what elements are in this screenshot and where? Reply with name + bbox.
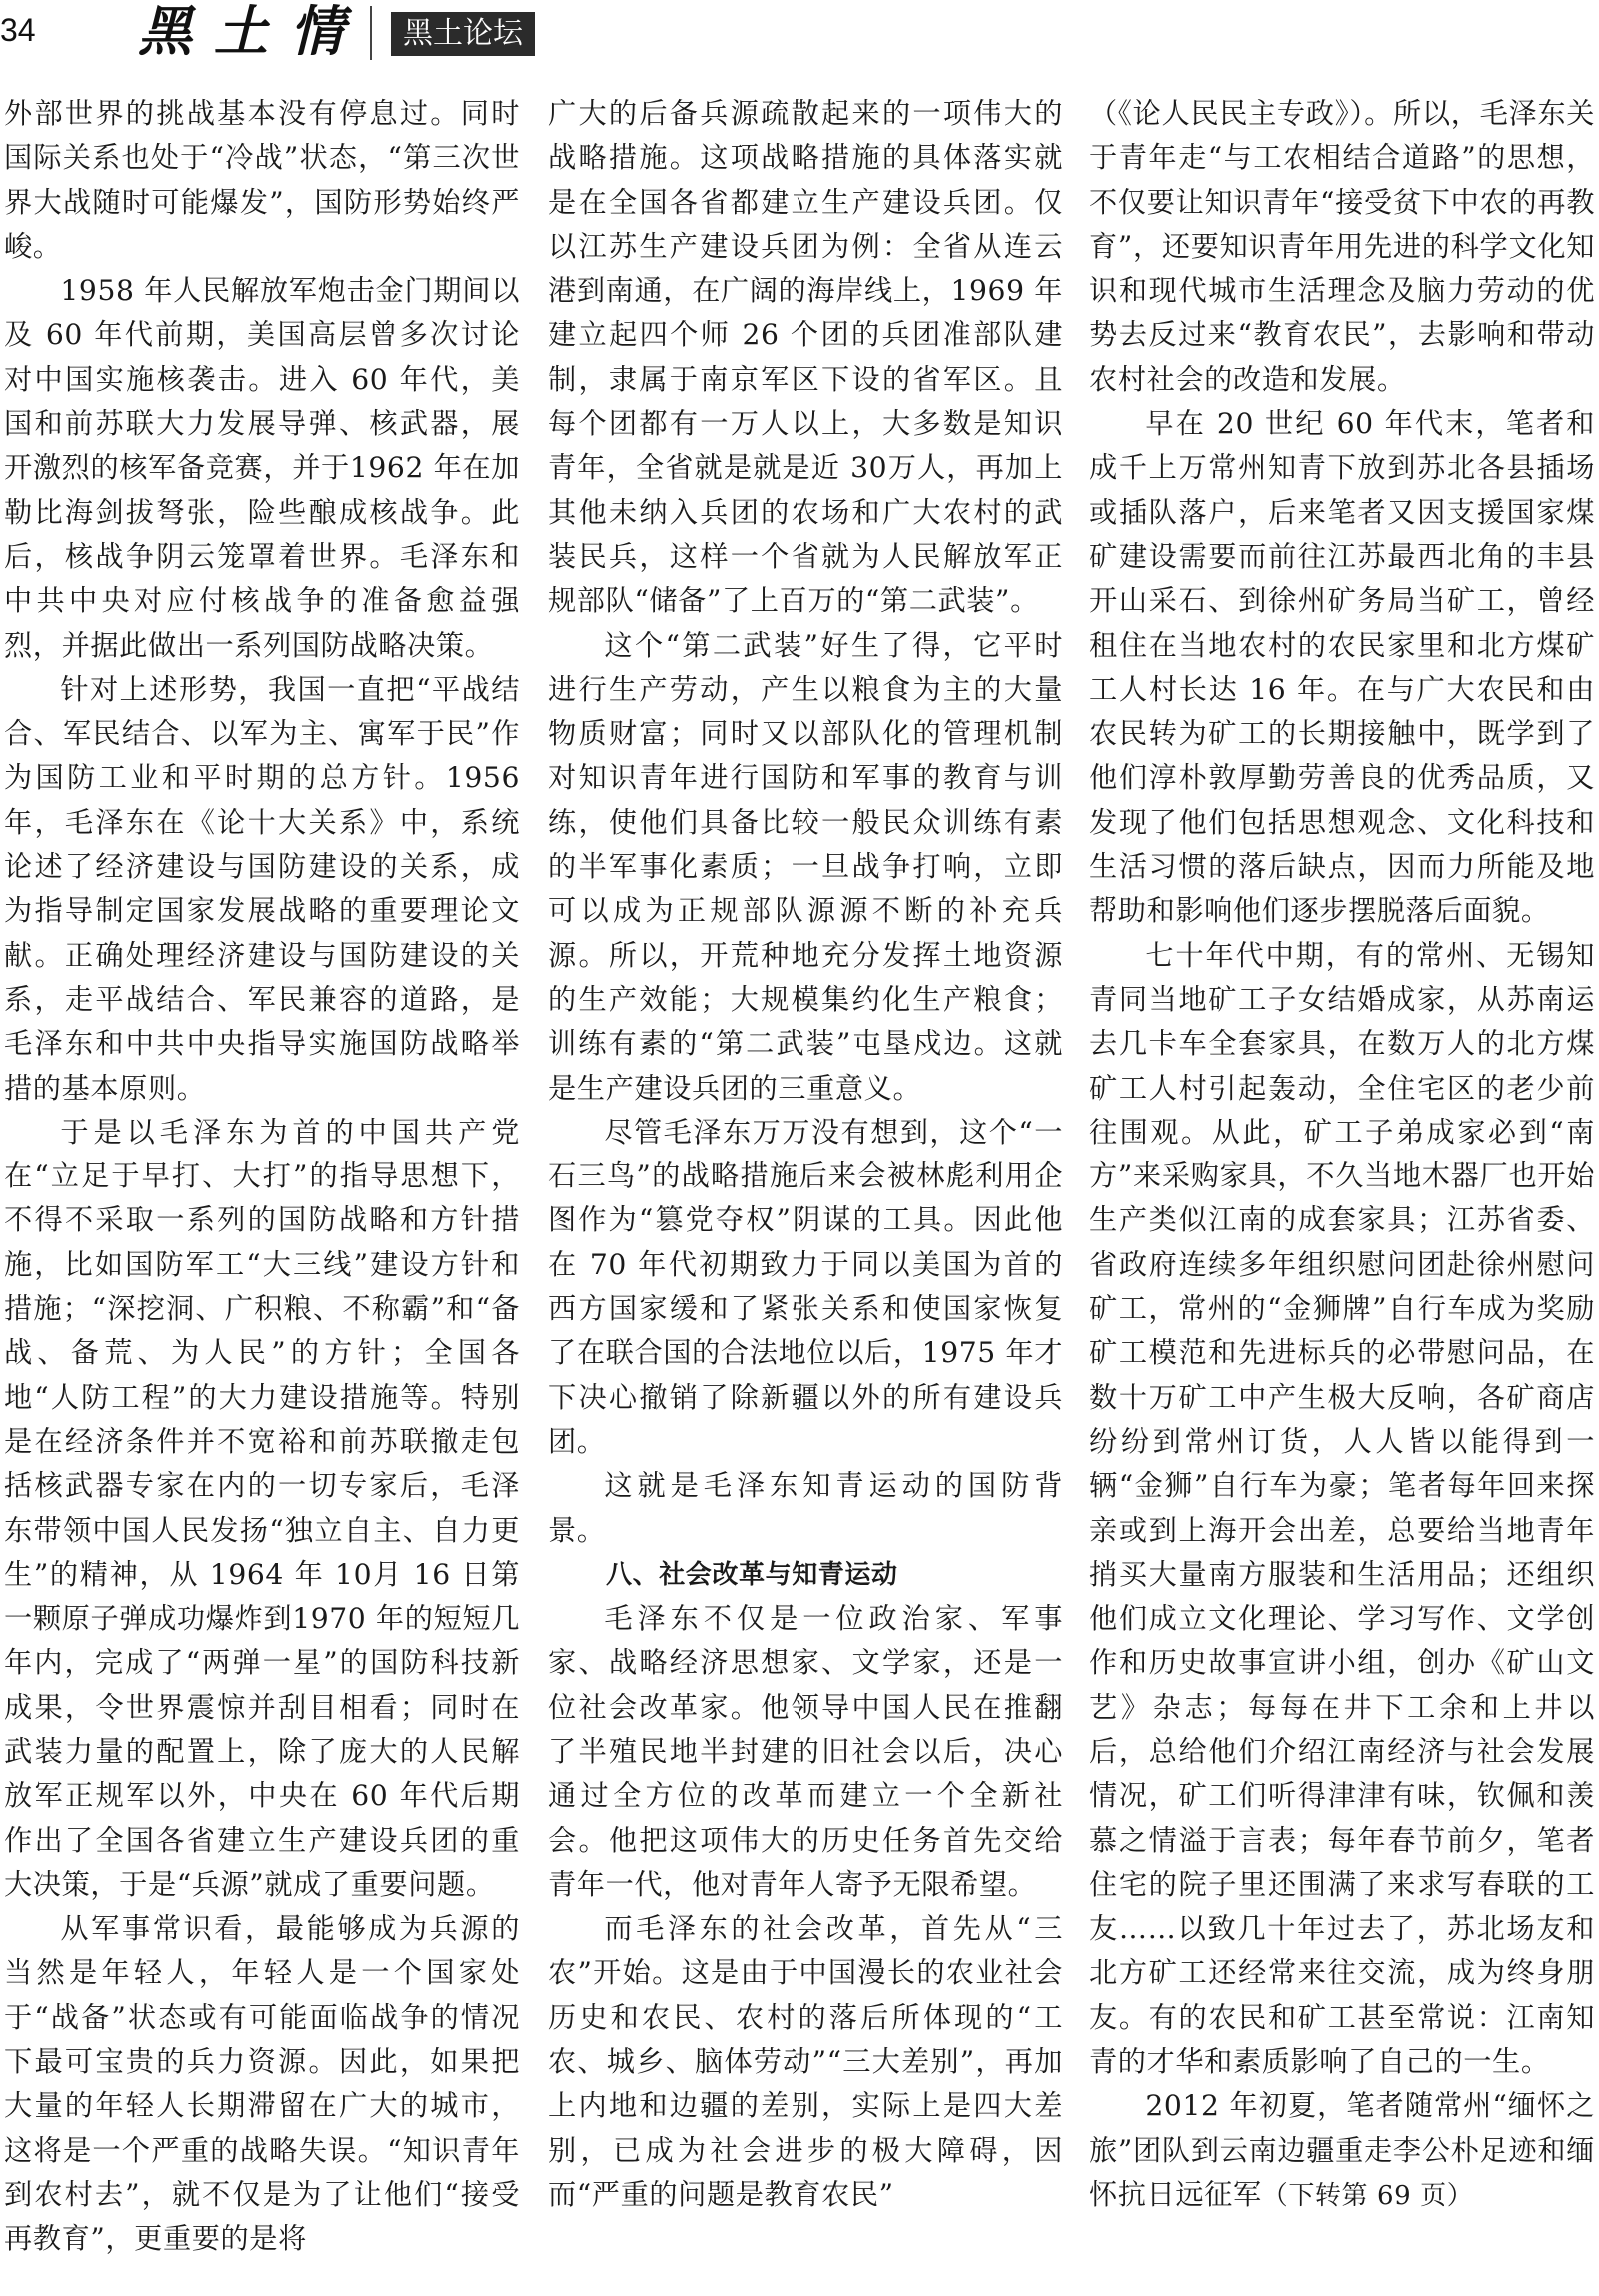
- paragraph-text: 2012 年初夏，笔者随常州“缅怀之旅”团队到云南边疆重走李公朴足迹和缅怀抗日远征军: [1089, 2089, 1595, 2211]
- text-column-1: [4, 92, 520, 2296]
- paragraph-text: （《论人民民主专政》）。所以，毛泽东关于青年走“与工农相结合道路”的思想，不仅要让知识青年“接受贫下中农的再教育”，还要知识青年用先进的科学文化知识和现代城市生活理念及脑力劳动的优势去反过来“教育农民”，去影响和带动农村社会的改造和发展。: [1089, 97, 1595, 396]
- magazine-logo: 黑土情: [138, 0, 366, 63]
- article-body: [0, 92, 1599, 2296]
- paragraph: [548, 1111, 1063, 1464]
- header-divider: [370, 6, 372, 60]
- page-header: [0, 0, 1599, 72]
- paragraph: [1089, 92, 1595, 402]
- paragraph: [4, 668, 520, 1111]
- section-tag: 黑土论坛: [391, 12, 535, 56]
- paragraph-text: 七十年代中期，有的常州、无锡知青同当地矿工子女结婚成家，从苏南运去几卡车全套家具，在数万人的北方煤矿工人村引起轰动，全住宅区的老少前往围观。从此，矿工子弟成家必到“南方”来采购家具，不久当地木器厂也开始生产类似江南的成套家具；江苏省委、省政府连续多年组织慰问团赴徐州慰问矿工，常州的“金狮牌”自行车成为奖励矿工模范和先进标兵的必带慰问品，在数十万矿工中产生极大反响，各矿商店纷纷到常州订货，人人皆以能得到一辆“金狮”自行车为豪；笔者每年回来探亲或到上海开会出差，总要给当地青年捎买大量南方服装和生活用品；还组织他们成立文化理论、学习写作、文学创作和历史故事宣讲小组，创办《矿山文艺》杂志；每每在井下工余和上井以后，总给他们介绍江南经济与社会发展情况，矿工们听得津津有味，钦佩和羡慕之情溢于言表；每年春节前夕，笔者住宅的院子里还围满了来求写春联的工友……以致几十年过去了，苏北场友和北方矿工还经常来往交流，成为终身朋友。有的农民和矿工甚至常说：江南知青的才华和素质影响了自己的一生。: [1089, 938, 1595, 2079]
- section-heading: 八、社会改革与知青运动: [606, 1559, 898, 1590]
- paragraph-text: 这个“第二武装”好生了得，它平时进行生产劳动，产生以粮食为主的大量物质财富；同时又以部队化的管理机制对知识青年进行国防和军事的教育与训练，使他们具备比较一般民众训练有素的半军事化素质；一旦战争打响，立即可以成为正规部队源源不断的补充兵源。所以，开荒种地充分发挥土地资源的生产效能；大规模集约化生产粮食；训练有素的“第二武装”屯垦戍边。这就是生产建设兵团的三重意义。: [548, 628, 1063, 1105]
- paragraph-text: 1958 年人民解放军炮击金门期间以及 60 年代前期，美国高层曾多次讨论对中国实施核袭击。进入 60 年代，美国和前苏联大力发展导弹、核武器，展开激烈的核军备竞赛，并于1962 年在加勒比海剑拔弩张，险些酿成核战争。此后，核战争阴云笼罩着世界。毛泽东和中共中央对应付核战争的准备愈益强烈，并据此做出一系列国防战略决策。: [4, 274, 520, 662]
- page-number: 34: [0, 12, 36, 48]
- paragraph: [4, 1907, 520, 2261]
- text-column-3: [1089, 92, 1595, 2296]
- paragraph-text: 广大的后备兵源疏散起来的一项伟大的战略措施。这项战略措施的具体落实就是在全国各省都建立生产建设兵团。仅以江苏生产建设兵团为例：全省从连云港到南通，在广阔的海岸线上，1969 年建立起四个师 26 个团的兵团准部队建制，隶属于南京军区下设的省军区。且每个团都有一万人以上，大多数是知识青年，全省就是就是近 30万人，再加上其他未纳入兵团的农场和广大农村的武装民兵，这样一个省就为人民解放军正规部队“储备”了上百万的“第二武装”。: [548, 97, 1063, 618]
- paragraph-text: 外部世界的挑战基本没有停息过。同时国际关系也处于“冷战”状态，“第三次世界大战随时可能爆发”，国防形势始终严峻。: [4, 97, 520, 263]
- paragraph: [548, 1907, 1063, 2217]
- paragraph: [1089, 2084, 1595, 2218]
- paragraph-text: 从军事常识看，最能够成为兵源的当然是年轻人，年轻人是一个国家处于“战备”状态或有可能面临战争的情况下最可宝贵的兵力资源。因此，如果把大量的年轻人长期滞留在广大的城市，这将是一个严重的战略失误。“知识青年到农村去”，就不仅是为了让他们“接受再教育”，更重要的是将: [4, 1912, 520, 2256]
- paragraph-text: 而毛泽东的社会改革，首先从“三农”开始。这是由于中国漫长的农业社会历史和农民、农村的落后所体现的“工农、城乡、脑体劳动”“三大差别”，再加上内地和边疆的差别，实际上是四大差别，已成为社会进步的极大障碍，因而“严重的问题是教育农民”: [548, 1912, 1063, 2211]
- paragraph: [1089, 402, 1595, 934]
- paragraph-text: 针对上述形势，我国一直把“平战结合、军民结合、以军为主、寓军于民”作为国防工业和平时期的总方针。1956 年，毛泽东在《论十大关系》中，系统论述了经济建设与国防建设的关系，成为指导制定国家发展战略的重要理论文献。正确处理经济建设与国防建设的关系，走平战结合、军民兼容的道路，是毛泽东和中共中央指导实施国防战略举措的基本原则。: [4, 672, 520, 1105]
- paragraph: [548, 1464, 1063, 1553]
- text-column-2: [548, 92, 1063, 2296]
- paragraph-text: 这就是毛泽东知青运动的国防背景。: [548, 1469, 1063, 1547]
- paragraph: [4, 92, 520, 269]
- paragraph: [4, 1111, 520, 1907]
- continued-on-note: （下转第 69 页）: [1261, 2180, 1474, 2211]
- paragraph: [548, 92, 1063, 624]
- paragraph-text: 毛泽东不仅是一位政治家、军事家、战略经济思想家、文学家，还是一位社会改革家。他领导中国人民在推翻了半殖民地半封建的旧社会以后，决心通过全方位的改革而建立一个全新社会。他把这项伟大的历史任务首先交给青年一代，他对青年人寄予无限希望。: [548, 1602, 1063, 1901]
- paragraph-text: 尽管毛泽东万万没有想到，这个“一石三鸟”的战略措施后来会被林彪利用企图作为“篡党夺权”阴谋的工具。因此他在 70 年代初期致力于同以美国为首的西方国家缓和了紧张关系和使国家恢复了在联合国的合法地位以后，1975 年才下决心撤销了除新疆以外的所有建设兵团。: [548, 1115, 1063, 1458]
- paragraph: [4, 269, 520, 668]
- paragraph-text: 早在 20 世纪 60 年代末，笔者和成千上万常州知青下放到苏北各县插场或插队落户，后来笔者又因支援国家煤矿建设需要而前往江苏最西北角的丰县开山采石、到徐州矿务局当矿工，曾经租住在当地农村的农民家里和北方煤矿工人村长达 16 年。在与广大农民和由农民转为矿工的长期接触中，既学到了他们淳朴敦厚勤劳善良的优秀品质，又发现了他们包括思想观念、文化科技和生活习惯的落后缺点，因而力所能及地帮助和影响他们逐步摆脱落后面貌。: [1089, 407, 1595, 928]
- paragraph: [548, 624, 1063, 1111]
- paragraph-text: 于是以毛泽东为首的中国共产党在“立足于早打、大打”的指导思想下，不得不采取一系列的国防战略和方针措施，比如国防军工“大三线”建设方针和措施；“深挖洞、广积粮、不称霸”和“备战、备荒、为人民”的方针；全国各地“人防工程”的大力建设措施等。特别是在经济条件并不宽裕和前苏联撤走包括核武器专家在内的一切专家后，毛泽东带领中国人民发扬“独立自主、自力更生”的精神，从 1964 年 10月 16 日第一颗原子弹成功爆炸到1970 年的短短几年内，完成了“两弹一星”的国防科技新成果，令世界震惊并刮目相看；同时在武装力量的配置上，除了庞大的人民解放军正规军以外，中央在 60 年代后期作出了全国各省建立生产建设兵团的重大决策，于是“兵源”就成了重要问题。: [4, 1115, 520, 1901]
- paragraph: [1089, 934, 1595, 2085]
- paragraph: [548, 1597, 1063, 1907]
